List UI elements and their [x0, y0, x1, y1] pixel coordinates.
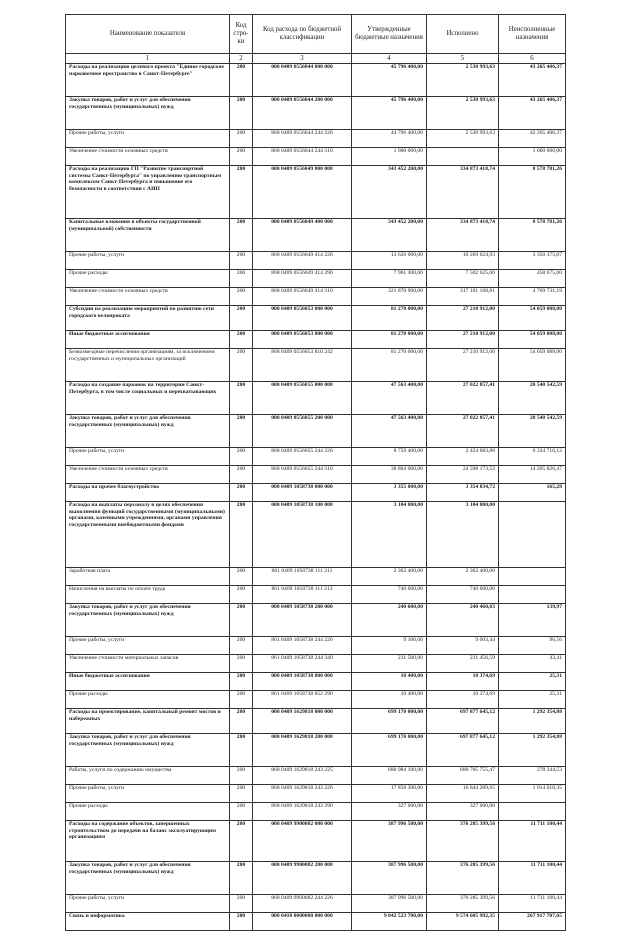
- expense-code-cell: 000 0409 1629818 000 000: [253, 709, 352, 734]
- executed-amount-cell: 27 022 857,41: [427, 382, 499, 415]
- line-code-cell: 200: [230, 466, 253, 484]
- executed-amount-cell: 240 460,03: [427, 604, 499, 637]
- executed-amount-cell: 10 374,69: [427, 673, 499, 691]
- table-row: [66, 767, 566, 785]
- line-code-cell: 200: [230, 568, 253, 586]
- line-code-cell: 200: [230, 586, 253, 604]
- indicator-name-cell: Закупка товаров, работ и услуг для обеспечения государственных (муниципальных) нужд: [66, 862, 230, 895]
- executed-amount-cell: 27 210 912,00: [427, 331, 499, 349]
- approved-amount-cell: 699 170 000,00: [352, 709, 427, 734]
- remaining-amount-cell: 42 265 406,37: [499, 130, 566, 148]
- indicator-name-cell: Прочие работы, услуги: [66, 895, 230, 913]
- header-indicator-name: Наименование показателя: [66, 15, 230, 54]
- indicator-name-cell: Начисления на выплаты по оплате труда: [66, 586, 230, 604]
- column-number: 4: [352, 54, 427, 64]
- expense-code-cell: 000 0409 0556049 000 000: [253, 166, 352, 219]
- table-row: [66, 821, 566, 862]
- approved-amount-cell: 45 796 400,00: [352, 97, 427, 130]
- table-row: [66, 734, 566, 767]
- expense-code-cell: 000 0409 1058738 200 000: [253, 604, 352, 637]
- remaining-amount-cell: 1 292 354,88: [499, 709, 566, 734]
- approved-amount-cell: 38 804 000,00: [352, 466, 427, 484]
- expense-code-cell: 861 0409 1058738 852 290: [253, 691, 352, 709]
- indicator-name-cell: Иные бюджетные ассигнования: [66, 331, 230, 349]
- indicator-name-cell: Субсидии на реализацию мероприятий по развитию сети городского велопроката: [66, 306, 230, 331]
- column-number-row: [66, 54, 566, 64]
- column-number: 3: [253, 54, 352, 64]
- remaining-amount-cell: 20 540 542,59: [499, 415, 566, 448]
- executed-amount-cell: 327 600,00: [427, 803, 499, 821]
- line-code-cell: 200: [230, 349, 253, 382]
- line-code-cell: 200: [230, 484, 253, 502]
- executed-amount-cell: 10 374,69: [427, 691, 499, 709]
- executed-amount-cell: 2 530 993,63: [427, 97, 499, 130]
- indicator-name-cell: Прочие расходы: [66, 691, 230, 709]
- table-row: [66, 64, 566, 97]
- line-code-cell: 200: [230, 448, 253, 466]
- executed-amount-cell: 317 101 168,81: [427, 288, 499, 306]
- remaining-amount-cell: 1 014 010,35: [499, 785, 566, 803]
- indicator-name-cell: Закупка товаров, работ и услуг для обеспечения государственных (муниципальных) нужд: [66, 97, 230, 130]
- table-row: [66, 270, 566, 288]
- table-body: [66, 64, 566, 931]
- approved-amount-cell: 17 858 300,00: [352, 785, 427, 803]
- line-code-cell: 200: [230, 673, 253, 691]
- line-code-cell: 200: [230, 767, 253, 785]
- expense-code-cell: 000 0409 0556053 000 000: [253, 306, 352, 331]
- approved-amount-cell: 240 600,00: [352, 604, 427, 637]
- remaining-amount-cell: 43 265 406,37: [499, 97, 566, 130]
- indicator-name-cell: Заработная плата: [66, 568, 230, 586]
- expense-code-cell: 868 0409 1629818 243 226: [253, 785, 352, 803]
- line-code-cell: 200: [230, 821, 253, 862]
- header-executed: Исполнено: [427, 15, 499, 54]
- executed-amount-cell: 9 003,44: [427, 637, 499, 655]
- expense-code-cell: 868 0409 0556044 244 310: [253, 148, 352, 166]
- header-approved: Утвержденные бюджетные назначения: [352, 15, 427, 54]
- indicator-name-cell: Прочие работы, услуги: [66, 637, 230, 655]
- indicator-name-cell: Расходы на проектирование, капитальный ремонт мостов и набережных: [66, 709, 230, 734]
- executed-amount-cell: 24 598 173,53: [427, 466, 499, 484]
- expense-code-cell: 000 0409 0556044 200 000: [253, 97, 352, 130]
- indicator-name-cell: Иные бюджетные ассигнования: [66, 673, 230, 691]
- table-row: [66, 306, 566, 331]
- executed-amount-cell: 697 877 645,12: [427, 734, 499, 767]
- executed-amount-cell: 334 873 418,74: [427, 219, 499, 252]
- indicator-name-cell: Прочие расходы: [66, 270, 230, 288]
- table-row: [66, 484, 566, 502]
- indicator-name-cell: Расходы на содержание объектов, завершенных строительством до передачи на баланс эксплуатирующим организациям: [66, 821, 230, 862]
- expense-code-cell: 868 0409 0556049 414 290: [253, 270, 352, 288]
- remaining-amount-cell: [499, 586, 566, 604]
- table-row: [66, 785, 566, 803]
- line-code-cell: 200: [230, 691, 253, 709]
- line-code-cell: 200: [230, 604, 253, 637]
- table-row: [66, 502, 566, 568]
- approved-amount-cell: 7 961 300,00: [352, 270, 427, 288]
- line-code-cell: 200: [230, 382, 253, 415]
- table-row: [66, 673, 566, 691]
- approved-amount-cell: 3 104 000,00: [352, 502, 427, 568]
- remaining-amount-cell: 11 711 100,44: [499, 821, 566, 862]
- approved-amount-cell: 81 270 000,00: [352, 331, 427, 349]
- expense-code-cell: 861 0409 1058738 244 340: [253, 655, 352, 673]
- expense-code-cell: 868 0409 0556044 244 226: [253, 130, 352, 148]
- indicator-name-cell: Безвозмездные перечисления организациям, за исключением государственных и муниципальных организаций: [66, 349, 230, 382]
- indicator-name-cell: Увеличение стоимости основных средств: [66, 148, 230, 166]
- executed-amount-cell: 740 600,00: [427, 586, 499, 604]
- header-expense-code: Код расхода по бюджетной классификации: [253, 15, 352, 54]
- remaining-amount-cell: 6 334 716,12: [499, 448, 566, 466]
- approved-amount-cell: 44 796 400,00: [352, 130, 427, 148]
- indicator-name-cell: Капитальные вложения в объекты государственной (муниципальной) собственности: [66, 219, 230, 252]
- remaining-amount-cell: 54 059 088,00: [499, 331, 566, 349]
- header-row: [66, 15, 566, 54]
- line-code-cell: 200: [230, 288, 253, 306]
- indicator-name-cell: Прочие работы, услуги: [66, 785, 230, 803]
- line-code-cell: 200: [230, 130, 253, 148]
- indicator-name-cell: Прочие работы, услуги: [66, 130, 230, 148]
- executed-amount-cell: 231 456,59: [427, 655, 499, 673]
- line-code-cell: 200: [230, 913, 253, 931]
- executed-amount-cell: [427, 148, 499, 166]
- executed-amount-cell: 9 574 605 992,35: [427, 913, 499, 931]
- line-code-cell: 200: [230, 270, 253, 288]
- indicator-name-cell: Расходы на прочее благоустройство: [66, 484, 230, 502]
- expense-code-cell: 000 0409 0556049 400 000: [253, 219, 352, 252]
- line-code-cell: 200: [230, 64, 253, 97]
- remaining-amount-cell: 43 265 406,37: [499, 64, 566, 97]
- approved-amount-cell: 1 000 000,00: [352, 148, 427, 166]
- remaining-amount-cell: [499, 502, 566, 568]
- line-code-cell: 200: [230, 709, 253, 734]
- remaining-amount-cell: [499, 568, 566, 586]
- executed-amount-cell: 3 104 000,00: [427, 502, 499, 568]
- executed-amount-cell: 27 210 912,00: [427, 349, 499, 382]
- expense-code-cell: 868 0409 0556053 810 242: [253, 349, 352, 382]
- approved-amount-cell: 387 996 500,00: [352, 862, 427, 895]
- executed-amount-cell: 10 269 624,93: [427, 252, 499, 270]
- expense-code-cell: 868 0409 1629818 243 290: [253, 803, 352, 821]
- expense-code-cell: 000 0409 1629818 200 000: [253, 734, 352, 767]
- expense-code-cell: 000 0409 0556055 200 000: [253, 415, 352, 448]
- executed-amount-cell: 3 354 834,72: [427, 484, 499, 502]
- remaining-amount-cell: 1 000 000,00: [499, 148, 566, 166]
- remaining-amount-cell: 278 344,53: [499, 767, 566, 785]
- executed-amount-cell: 7 502 625,00: [427, 270, 499, 288]
- line-code-cell: 200: [230, 97, 253, 130]
- expense-code-cell: 861 0409 1058738 111 213: [253, 586, 352, 604]
- indicator-name-cell: Увеличение стоимости материальных запасов: [66, 655, 230, 673]
- remaining-amount-cell: 1 292 354,88: [499, 734, 566, 767]
- column-number: 5: [427, 54, 499, 64]
- remaining-amount-cell: 11 711 100,44: [499, 862, 566, 895]
- table-row: [66, 604, 566, 637]
- line-code-cell: 200: [230, 219, 253, 252]
- indicator-name-cell: Увеличение стоимости основных средств: [66, 288, 230, 306]
- remaining-amount-cell: 165,28: [499, 484, 566, 502]
- approved-amount-cell: 740 600,00: [352, 586, 427, 604]
- table-row: [66, 349, 566, 382]
- table-row: [66, 448, 566, 466]
- header-line-code: Код стро-ки: [230, 15, 253, 54]
- executed-amount-cell: 376 285 399,56: [427, 821, 499, 862]
- approved-amount-cell: 10 400,00: [352, 691, 427, 709]
- line-code-cell: 200: [230, 803, 253, 821]
- approved-amount-cell: 387 996 500,00: [352, 895, 427, 913]
- approved-amount-cell: 9 100,00: [352, 637, 427, 655]
- expense-code-cell: 868 0409 0556055 244 226: [253, 448, 352, 466]
- remaining-amount-cell: 96,56: [499, 637, 566, 655]
- table-row: [66, 709, 566, 734]
- line-code-cell: 200: [230, 655, 253, 673]
- expense-code-cell: 000 0409 9900082 000 000: [253, 821, 352, 862]
- indicator-name-cell: Прочие работы, услуги: [66, 448, 230, 466]
- line-code-cell: 200: [230, 637, 253, 655]
- remaining-amount-cell: 8 578 781,26: [499, 219, 566, 252]
- header-remaining: Неисполненные назначения: [499, 15, 566, 54]
- line-code-cell: 200: [230, 862, 253, 895]
- approved-amount-cell: 10 400,00: [352, 673, 427, 691]
- table-row: [66, 97, 566, 130]
- expense-code-cell: 000 0409 0556055 000 000: [253, 382, 352, 415]
- remaining-amount-cell: 14 205 826,47: [499, 466, 566, 484]
- remaining-amount-cell: 267 917 707,65: [499, 913, 566, 931]
- expense-code-cell: 868 0409 0556055 244 310: [253, 466, 352, 484]
- budget-table: [65, 14, 566, 931]
- remaining-amount-cell: 54 059 088,00: [499, 349, 566, 382]
- approved-amount-cell: 81 270 000,00: [352, 306, 427, 331]
- indicator-name-cell: Расходы на реализацию целевого проекта "Единое городское парковочное пространство в Санкт-Петербурге": [66, 64, 230, 97]
- indicator-name-cell: Увеличение стоимости основных средств: [66, 466, 230, 484]
- table-row: [66, 691, 566, 709]
- approved-amount-cell: 81 270 000,00: [352, 349, 427, 382]
- expense-code-cell: 000 0409 1058738 100 000: [253, 502, 352, 568]
- executed-amount-cell: 27 210 912,00: [427, 306, 499, 331]
- remaining-amount-cell: 25,31: [499, 673, 566, 691]
- line-code-cell: 200: [230, 415, 253, 448]
- line-code-cell: 200: [230, 895, 253, 913]
- indicator-name-cell: Закупка товаров, работ и услуг для обеспечения государственных (муниципальных) нужд: [66, 734, 230, 767]
- table-row: [66, 382, 566, 415]
- expense-code-cell: 000 0409 1058738 800 000: [253, 673, 352, 691]
- expense-code-cell: 861 0409 1058738 244 226: [253, 637, 352, 655]
- table-row: [66, 130, 566, 148]
- approved-amount-cell: 47 563 400,00: [352, 382, 427, 415]
- table-row: [66, 586, 566, 604]
- line-code-cell: 200: [230, 148, 253, 166]
- line-code-cell: 200: [230, 734, 253, 767]
- indicator-name-cell: Работы, услуги по содержанию имущества: [66, 767, 230, 785]
- approved-amount-cell: 8 759 400,00: [352, 448, 427, 466]
- expense-code-cell: 000 0409 9900082 200 000: [253, 862, 352, 895]
- table-row: [66, 288, 566, 306]
- approved-amount-cell: 47 563 400,00: [352, 415, 427, 448]
- approved-amount-cell: 699 170 000,00: [352, 734, 427, 767]
- line-code-cell: 200: [230, 166, 253, 219]
- remaining-amount-cell: 139,97: [499, 604, 566, 637]
- indicator-name-cell: Расходы на создание парковок на территории Санкт-Петербурга, в том числе социальных и перехватывающих: [66, 382, 230, 415]
- executed-amount-cell: 27 022 857,41: [427, 415, 499, 448]
- remaining-amount-cell: 458 675,00: [499, 270, 566, 288]
- remaining-amount-cell: 11 711 100,44: [499, 895, 566, 913]
- table-row: [66, 166, 566, 219]
- table-row: [66, 466, 566, 484]
- line-code-cell: 200: [230, 331, 253, 349]
- executed-amount-cell: 2 530 993,63: [427, 130, 499, 148]
- line-code-cell: 200: [230, 306, 253, 331]
- column-number: 2: [230, 54, 253, 64]
- table-row: [66, 331, 566, 349]
- remaining-amount-cell: 43,41: [499, 655, 566, 673]
- executed-amount-cell: 376 285 399,56: [427, 862, 499, 895]
- approved-amount-cell: 680 984 100,00: [352, 767, 427, 785]
- table-row: [66, 862, 566, 895]
- indicator-name-cell: Расходы на реализацию ГП "Развитие транспортной системы Санкт-Петербурга" по управлению транспортным комплексом Санкт-Петербурга и повышение его безопасности в соответствии с АИП: [66, 166, 230, 219]
- expense-code-cell: 861 0409 1058738 111 211: [253, 568, 352, 586]
- remaining-amount-cell: 54 059 088,00: [499, 306, 566, 331]
- table-row: [66, 252, 566, 270]
- table-row: [66, 913, 566, 931]
- approved-amount-cell: 343 452 200,00: [352, 166, 427, 219]
- remaining-amount-cell: [499, 803, 566, 821]
- expense-code-cell: 000 0409 1058738 000 000: [253, 484, 352, 502]
- indicator-name-cell: Прочие расходы: [66, 803, 230, 821]
- table-row: [66, 415, 566, 448]
- approved-amount-cell: 327 600,00: [352, 803, 427, 821]
- line-code-cell: 200: [230, 502, 253, 568]
- table-row: [66, 219, 566, 252]
- executed-amount-cell: 2 363 400,00: [427, 568, 499, 586]
- executed-amount-cell: 697 877 645,12: [427, 709, 499, 734]
- approved-amount-cell: 3 355 000,00: [352, 484, 427, 502]
- column-number: 1: [66, 54, 230, 64]
- column-number: 6: [499, 54, 566, 64]
- table-row: [66, 568, 566, 586]
- approved-amount-cell: 231 500,00: [352, 655, 427, 673]
- budget-execution-report: [65, 14, 565, 931]
- remaining-amount-cell: 4 769 731,19: [499, 288, 566, 306]
- executed-amount-cell: 2 424 683,88: [427, 448, 499, 466]
- table-row: [66, 637, 566, 655]
- executed-amount-cell: 334 873 418,74: [427, 166, 499, 219]
- expense-code-cell: 868 0409 0556049 414 226: [253, 252, 352, 270]
- approved-amount-cell: 13 620 000,00: [352, 252, 427, 270]
- expense-code-cell: 868 0409 1629818 243 225: [253, 767, 352, 785]
- approved-amount-cell: 2 363 400,00: [352, 568, 427, 586]
- remaining-amount-cell: 25,31: [499, 691, 566, 709]
- approved-amount-cell: 9 842 523 700,00: [352, 913, 427, 931]
- expense-code-cell: 868 0409 9900082 244 226: [253, 895, 352, 913]
- remaining-amount-cell: 8 578 781,26: [499, 166, 566, 219]
- table-row: [66, 895, 566, 913]
- executed-amount-cell: 680 705 755,47: [427, 767, 499, 785]
- expense-code-cell: 000 0410 0000000 000 000: [253, 913, 352, 931]
- expense-code-cell: 000 0409 0556044 000 000: [253, 64, 352, 97]
- approved-amount-cell: 387 996 500,00: [352, 821, 427, 862]
- approved-amount-cell: 343 452 200,00: [352, 219, 427, 252]
- executed-amount-cell: 16 844 289,65: [427, 785, 499, 803]
- table-row: [66, 655, 566, 673]
- expense-code-cell: 000 0409 0556053 800 000: [253, 331, 352, 349]
- remaining-amount-cell: 3 350 375,07: [499, 252, 566, 270]
- expense-code-cell: 868 0409 0556049 414 310: [253, 288, 352, 306]
- indicator-name-cell: Расходы на выплаты персоналу в целях обеспечения выполнения функций государственными (муниципальными) органами, казенными учреждениями, органами управления государственными внебюджетными фондами: [66, 502, 230, 568]
- table-row: [66, 803, 566, 821]
- table-row: [66, 148, 566, 166]
- indicator-name-cell: Закупка товаров, работ и услуг для обеспечения государственных (муниципальных) нужд: [66, 415, 230, 448]
- executed-amount-cell: 376 285 399,56: [427, 895, 499, 913]
- indicator-name-cell: Закупка товаров, работ и услуг для обеспечения государственных (муниципальных) нужд: [66, 604, 230, 637]
- indicator-name-cell: Прочие работы, услуги: [66, 252, 230, 270]
- line-code-cell: 200: [230, 252, 253, 270]
- approved-amount-cell: 321 870 900,00: [352, 288, 427, 306]
- approved-amount-cell: 45 796 400,00: [352, 64, 427, 97]
- remaining-amount-cell: 20 540 542,59: [499, 382, 566, 415]
- indicator-name-cell: Связь и информатика: [66, 913, 230, 931]
- executed-amount-cell: 2 530 993,63: [427, 64, 499, 97]
- line-code-cell: 200: [230, 785, 253, 803]
